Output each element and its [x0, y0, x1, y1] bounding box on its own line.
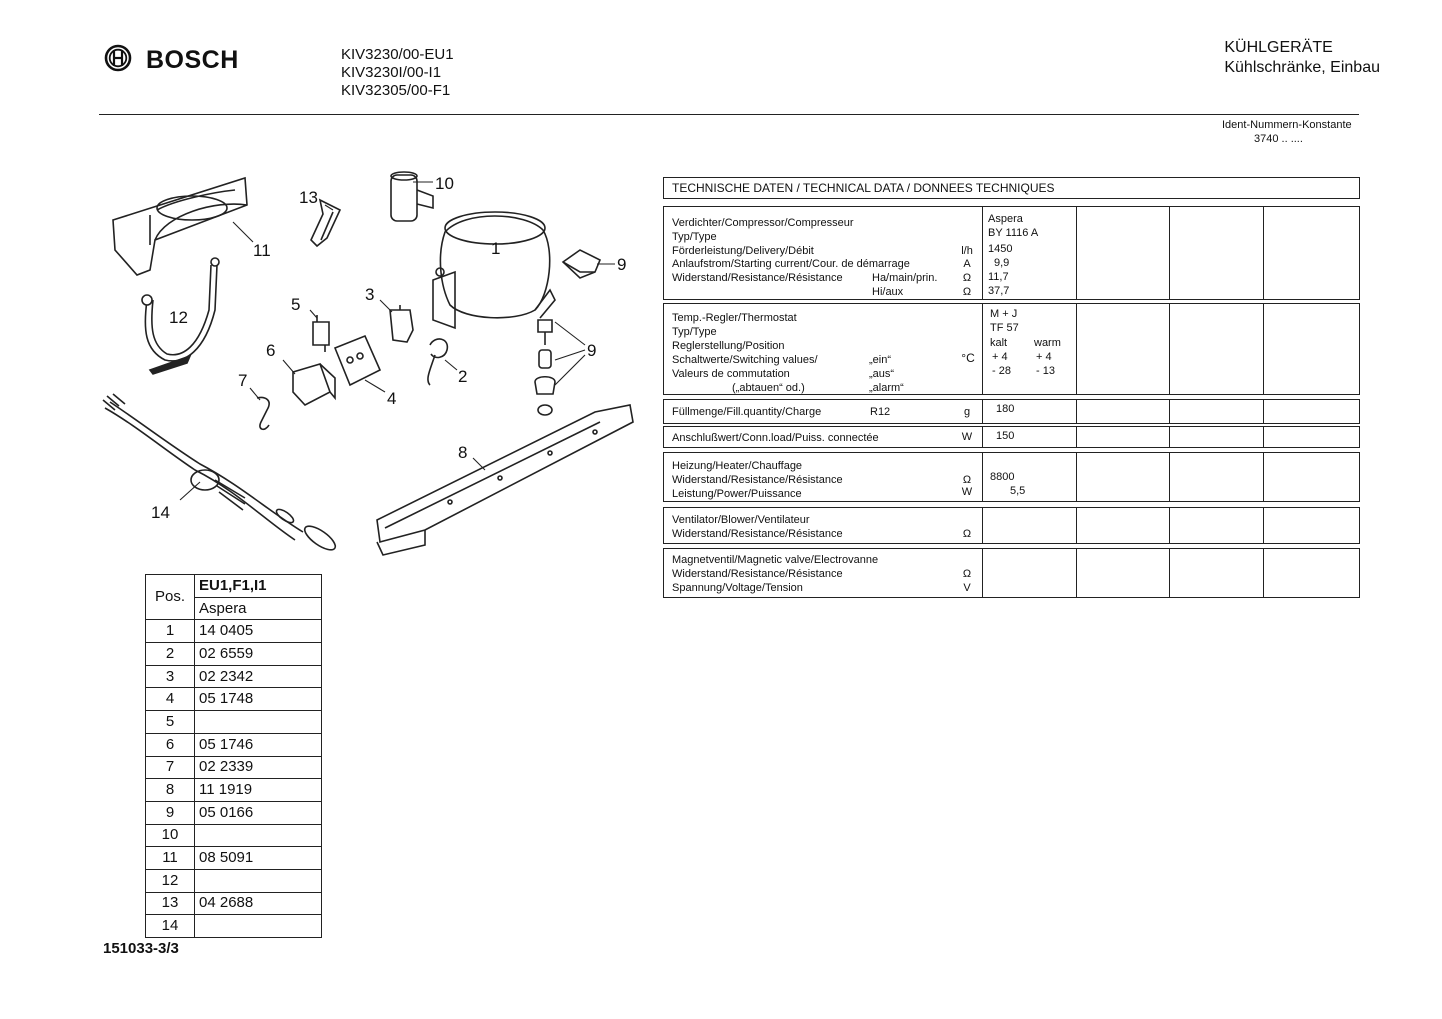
- tech-value: Aspera: [988, 213, 1023, 225]
- tech-unit: °C: [961, 351, 975, 365]
- drip-tray-housing-drawing: [113, 178, 247, 275]
- tech-value: + 4: [1036, 351, 1052, 363]
- table-row: [146, 643, 322, 666]
- table-row: [146, 688, 322, 711]
- tech-value: 180: [996, 403, 1015, 415]
- tech-state: „aus“: [869, 368, 895, 380]
- tech-label: Typ/Type: [672, 231, 717, 243]
- tech-data-title: TECHNISCHE DATEN / TECHNICAL DATA / DONNEES TECHNIQUES: [663, 177, 1360, 199]
- tech-label: Anschlußwert/Conn.load/Puiss. connectée: [672, 432, 879, 444]
- tech-value: 11,7: [988, 271, 1009, 283]
- brand-name: BOSCH: [146, 46, 239, 74]
- callout-label: 4: [387, 389, 397, 408]
- tech-value: 150: [996, 430, 1015, 442]
- tech-label: Ventilator/Blower/Ventilateur: [672, 514, 810, 526]
- parts-table: [145, 574, 322, 938]
- tech-value: M + J: [990, 308, 1018, 320]
- callout-label: 10: [435, 174, 454, 193]
- tech-value: 8800: [990, 471, 1015, 483]
- tech-label: Widerstand/Resistance/Résistance: [672, 474, 843, 486]
- tech-label: Spannung/Voltage/Tension: [672, 582, 803, 594]
- table-row: [146, 915, 322, 938]
- tech-block-charge: [663, 399, 1360, 424]
- ident-value: 3740 .. ....: [1254, 133, 1303, 145]
- tech-value: 37,7: [988, 285, 1010, 297]
- pos-cell: 10: [146, 824, 195, 847]
- pos-cell: 1: [146, 620, 195, 643]
- pos-header: Pos.: [146, 575, 195, 620]
- sensor-drawing: [428, 339, 447, 385]
- tech-value: - 13: [1036, 365, 1055, 377]
- relay-drawing: [293, 364, 335, 405]
- callout-label: 9: [587, 341, 597, 360]
- tech-label: Verdichter/Compressor/Compresseur: [672, 217, 854, 229]
- table-row: [146, 756, 322, 779]
- relay-contact-drawing: [313, 315, 329, 352]
- tech-label: Typ/Type: [672, 326, 717, 338]
- ident-label: Ident-Nummern-Konstante: [1222, 119, 1352, 131]
- pos-cell: 8: [146, 779, 195, 802]
- category-subtitle: Kühlschränke, Einbau: [1224, 59, 1380, 76]
- tech-unit: V: [963, 582, 971, 594]
- article-cell: 02 6559: [195, 643, 322, 666]
- table-row: [146, 711, 322, 734]
- callout-label: 5: [291, 295, 301, 314]
- document-number: 151033-3/3: [103, 940, 179, 957]
- article-cell: [195, 824, 322, 847]
- tech-block-blower: [663, 507, 1360, 544]
- table-row: [146, 620, 322, 643]
- tech-label: Schaltwerte/Switching values/: [672, 354, 818, 366]
- tech-label: Reglerstellung/Position: [672, 340, 785, 352]
- pos-cell: 13: [146, 892, 195, 915]
- tech-label: („abtauen“ od.): [732, 382, 805, 394]
- tech-unit: A: [963, 258, 971, 270]
- pos-cell: 9: [146, 801, 195, 824]
- tech-label: Widerstand/Resistance/Résistance: [672, 528, 843, 540]
- overload-protector-drawing: [390, 305, 413, 342]
- tech-label: Anlaufstrom/Starting current/Cour. de démarrage: [672, 258, 910, 270]
- callout-label: 2: [458, 367, 468, 386]
- tech-state: „alarm“: [869, 382, 904, 394]
- tech-label: Leistung/Power/Puissance: [672, 488, 802, 500]
- compressor-drawing: [433, 212, 555, 328]
- brand: [104, 44, 239, 77]
- article-cell: 05 0166: [195, 801, 322, 824]
- tech-unit: Ω: [962, 272, 972, 284]
- category-title: KÜHLGERÄTE: [1224, 39, 1333, 56]
- tech-block-heater: [663, 452, 1360, 502]
- tech-unit: Ω: [962, 528, 972, 540]
- table-row: [146, 779, 322, 802]
- model-number: KIV3230I/00-I1: [341, 64, 442, 81]
- pos-cell: 5: [146, 711, 195, 734]
- tech-label: Widerstand/Resistance/Résistance: [672, 272, 843, 284]
- version-header: EU1,F1,I1: [195, 575, 322, 598]
- exploded-parts-diagram: [95, 160, 655, 560]
- tech-label: Füllmenge/Fill.quantity/Charge: [672, 406, 822, 418]
- table-row: [146, 869, 322, 892]
- tech-label: Förderleistung/Delivery/Débit: [672, 245, 814, 257]
- table-row: [146, 665, 322, 688]
- tech-value: BY 1116 A: [988, 227, 1039, 239]
- article-cell: [195, 915, 322, 938]
- article-cell: 02 2342: [195, 665, 322, 688]
- tech-refrigerant: R12: [870, 406, 891, 418]
- category-heading: [1224, 38, 1380, 78]
- pos-cell: 11: [146, 847, 195, 870]
- wire-clip-drawing: [257, 398, 269, 430]
- tech-unit: g: [963, 406, 971, 418]
- callout-label: 12: [169, 308, 188, 327]
- tech-value: 1450: [988, 243, 1013, 255]
- tech-value: warm: [1034, 337, 1061, 349]
- tech-block-load: [663, 426, 1360, 448]
- tech-state: „ein“: [869, 354, 892, 366]
- tech-unit: W: [961, 486, 973, 498]
- table-row: [146, 801, 322, 824]
- article-cell: 08 5091: [195, 847, 322, 870]
- tech-label: Magnetventil/Magnetic valve/Electrovanne: [672, 554, 879, 566]
- tech-value: kalt: [990, 337, 1008, 349]
- pos-cell: 3: [146, 665, 195, 688]
- tech-block-compressor: [663, 206, 1360, 300]
- tech-value: 9,9: [994, 257, 1010, 269]
- tech-unit: Ω: [962, 568, 972, 580]
- tech-sublabel: Hi/aux: [872, 286, 904, 298]
- model-list: [341, 46, 454, 100]
- tech-block-valve: [663, 548, 1360, 598]
- tech-unit: W: [961, 431, 973, 443]
- tech-value: - 28: [992, 365, 1011, 377]
- article-cell: 05 1748: [195, 688, 322, 711]
- maker-header: Aspera: [195, 597, 322, 620]
- callout-label: 14: [151, 503, 170, 522]
- tech-sublabel: Ha/main/prin.: [872, 272, 938, 284]
- table-row: [146, 824, 322, 847]
- support-rail-drawing: [377, 405, 633, 555]
- pos-cell: 6: [146, 733, 195, 756]
- header-divider: [99, 114, 1359, 115]
- article-cell: 04 2688: [195, 892, 322, 915]
- capacitor-drawing: [391, 172, 433, 221]
- pos-cell: 2: [146, 643, 195, 666]
- tech-label: Valeurs de commutation: [672, 368, 790, 380]
- pos-cell: 12: [146, 869, 195, 892]
- tech-label: Heizung/Heater/Chauffage: [672, 460, 803, 472]
- terminal-cover-drawing: [563, 250, 600, 278]
- callout-label: 3: [365, 285, 375, 304]
- article-cell: [195, 869, 322, 892]
- tech-label: Temp.-Regler/Thermostat: [672, 312, 797, 324]
- callout-label: 7: [238, 371, 248, 390]
- pos-cell: 4: [146, 688, 195, 711]
- tech-unit: Ω: [962, 474, 972, 486]
- table-header-row: [146, 575, 322, 598]
- article-cell: 14 0405: [195, 620, 322, 643]
- tech-unit: Ω: [962, 286, 972, 298]
- callout-label: 11: [253, 241, 271, 260]
- table-row: [146, 733, 322, 756]
- table-row: [146, 847, 322, 870]
- tech-unit: l/h: [961, 245, 973, 257]
- tech-block-thermostat: [663, 303, 1360, 395]
- tech-label: Widerstand/Resistance/Résistance: [672, 568, 843, 580]
- callout-label: 9: [617, 255, 627, 274]
- thermostat-drawing: [335, 336, 380, 385]
- tech-value: TF 57: [990, 322, 1019, 334]
- model-number: KIV3230/00-EU1: [341, 46, 454, 63]
- tech-value: 5,5: [1010, 485, 1026, 497]
- article-cell: 11 1919: [195, 779, 322, 802]
- callout-label: 1: [491, 239, 501, 258]
- callout-label: 6: [266, 341, 276, 360]
- model-number: KIV32305/00-F1: [341, 82, 451, 99]
- grommets-drawing: [535, 320, 555, 415]
- callout-label: 13: [299, 188, 318, 207]
- pos-cell: 14: [146, 915, 195, 938]
- callout-label: 8: [458, 443, 468, 462]
- bosch-logo-icon: [104, 44, 132, 77]
- pos-cell: 7: [146, 756, 195, 779]
- article-cell: 05 1746: [195, 733, 322, 756]
- article-cell: 02 2339: [195, 756, 322, 779]
- table-row: [146, 892, 322, 915]
- wiring-harness-drawing: [103, 394, 339, 554]
- article-cell: [195, 711, 322, 734]
- ident-constant: [1222, 118, 1352, 146]
- tech-value: + 4: [992, 351, 1008, 363]
